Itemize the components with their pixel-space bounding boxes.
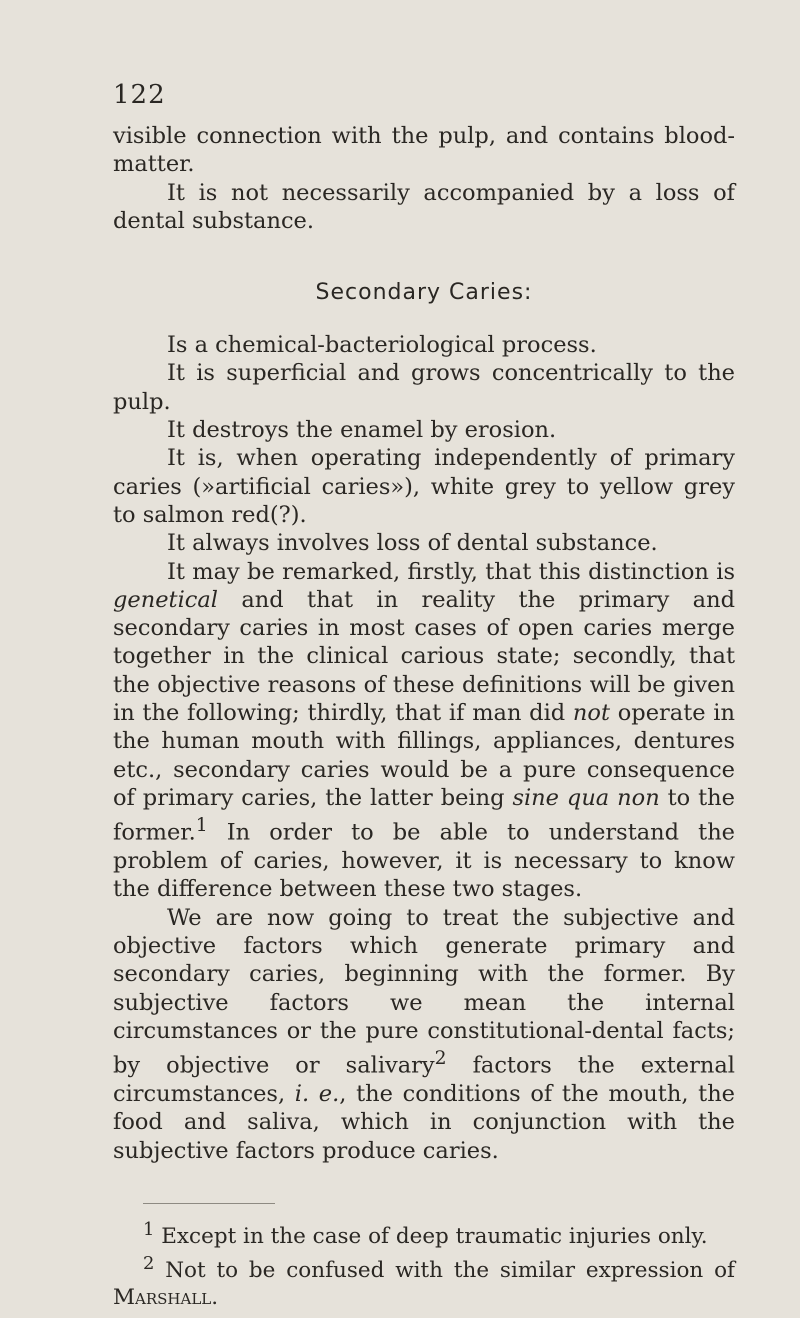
lead-sentence: It is not necessarily accompanied by a loss of dental substance. [113, 179, 735, 234]
footnote-ref: 1 [195, 815, 208, 837]
footnote [113, 1216, 735, 1250]
body-paragraph [113, 904, 735, 1165]
list-item: It destroys the enamel by erosion. [167, 417, 557, 444]
text-run: , the conditions of the mouth, the food and saliva, which in conjunction with the subjective factors produce caries. [113, 1080, 735, 1164]
body-paragraph [113, 558, 735, 904]
text-run: and that in reality the primary and secondary caries in most cases of open caries merge together in the clinical carious state; secondly, that the objective reasons of these definitions will be given in the following; thirdly, that if man did [113, 586, 735, 727]
footnote-text: Not to be confused with the similar expression of [154, 1258, 735, 1284]
text-run: to the former. [113, 784, 735, 846]
footnote-text: Except in the case of deep traumatic injuries only. [154, 1223, 708, 1249]
footnote [113, 1250, 735, 1311]
page-body [113, 122, 735, 1311]
footnote-text: . [211, 1285, 219, 1311]
list-item: Is a chemical-bacteriological process. [167, 332, 597, 359]
text-run: factors the external circumstances, [113, 1052, 735, 1107]
emphasis: genetical [113, 586, 218, 613]
footnote-marker: 1 [143, 1218, 155, 1240]
emphasis: not [572, 700, 611, 727]
text-run: It may be remarked, firstly, that this distinction is [167, 558, 735, 585]
footnote-marker: 2 [143, 1252, 155, 1274]
text-run: operate in the human mouth with fillings, appliances, dentures etc., secondary caries would be a pure consequence of primary caries, the latter being [113, 700, 735, 811]
footnote-divider [143, 1203, 275, 1204]
text-run: We are now going to treat the subjective and objective factors which generate primary and secondary caries, beginning with the former. By subjective factors we mean the internal circumstances or the pure constitutional-dental facts; by objective or salivary [113, 904, 735, 1079]
page-number: 122 [113, 80, 166, 110]
list-item: It is, when operating independently of primary caries (»artificial caries»), white grey to yellow grey to salmon red(?). [113, 445, 735, 528]
footnote-ref: 2 [434, 1048, 447, 1070]
section-heading: Secondary Caries: [315, 280, 533, 306]
emphasis: i. e. [294, 1080, 340, 1107]
list-item: It is superficial and grows concentrically to the pulp. [113, 360, 735, 415]
list-item: It always involves loss of dental substance. [167, 530, 658, 557]
lead-paragraph: visible connection with the pulp, and contains blood-matter. [113, 123, 735, 178]
text-run: In order to be able to understand the problem of caries, however, it is necessary to know the difference between these two stages. [113, 819, 735, 903]
emphasis: sine qua non [512, 784, 660, 811]
author-name: Marshall [113, 1285, 212, 1311]
